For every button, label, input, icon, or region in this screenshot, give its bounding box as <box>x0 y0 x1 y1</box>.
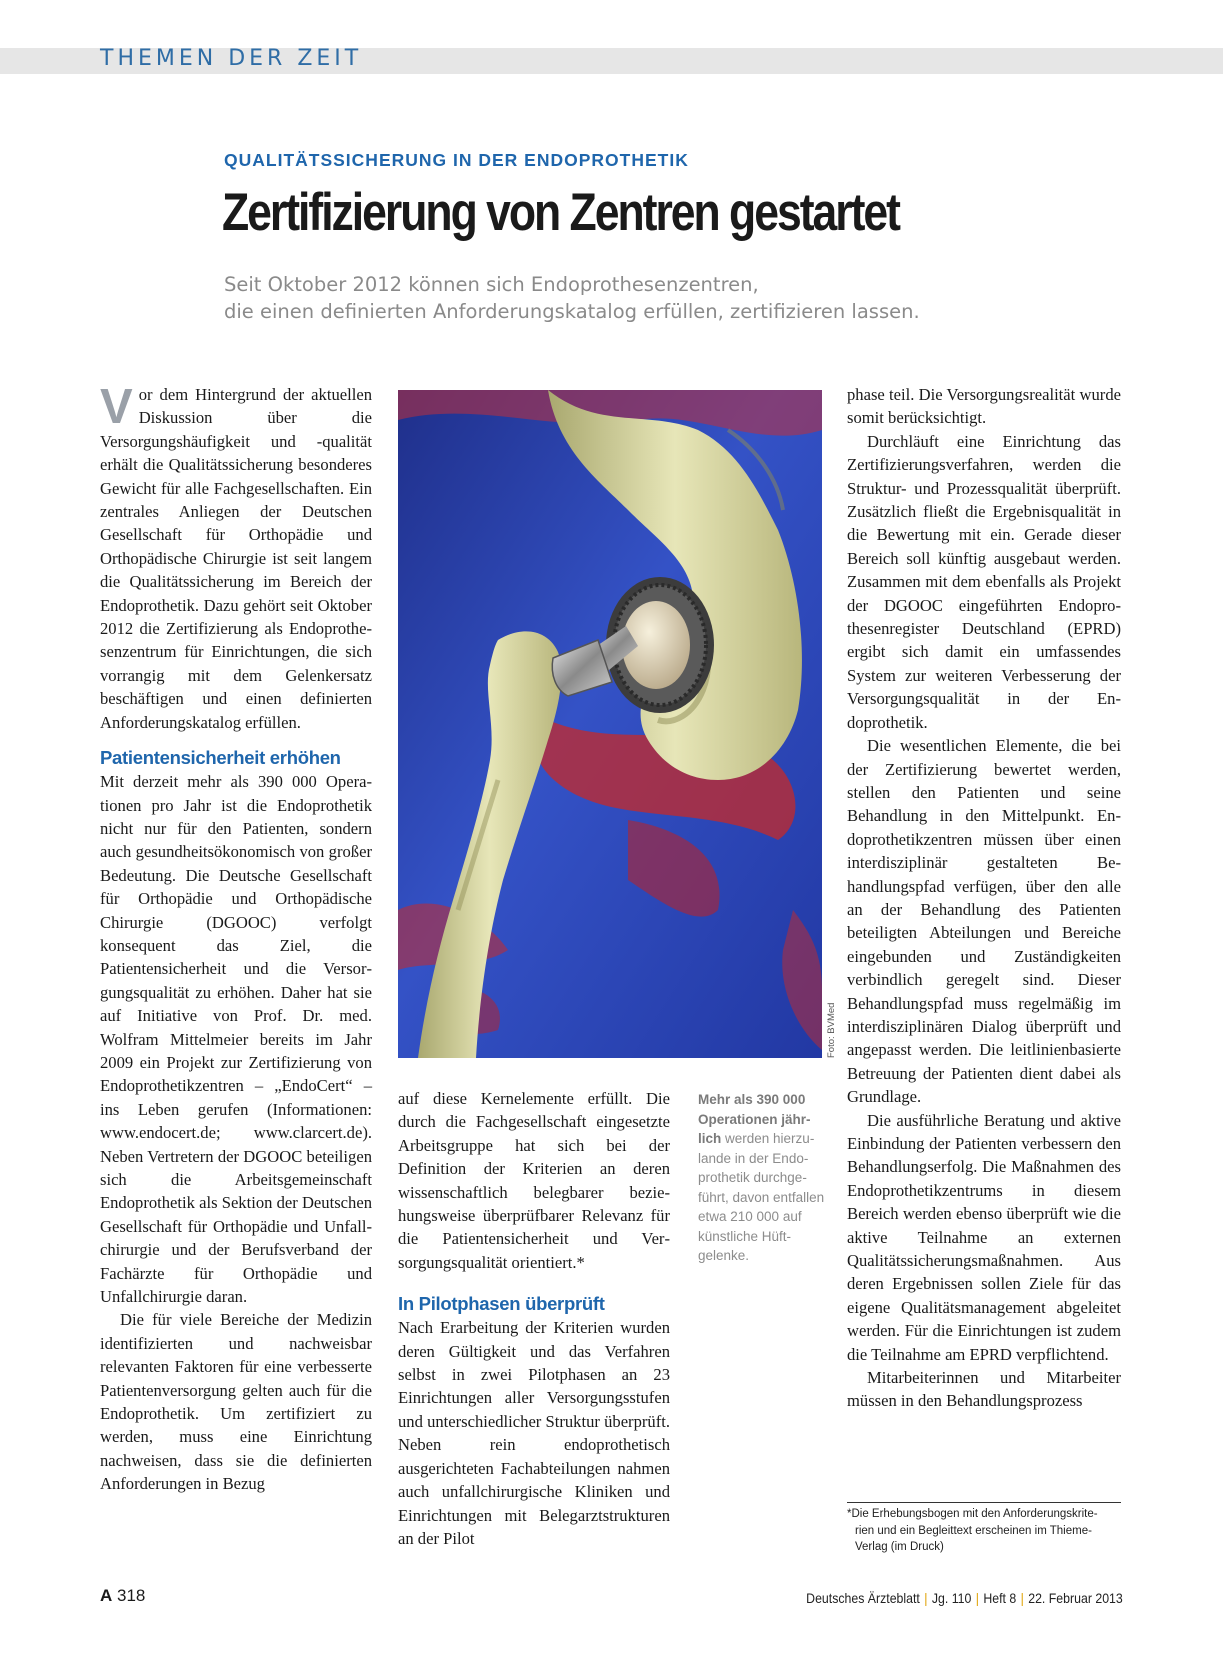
journal-name: Deutsches Ärzteblatt <box>806 1590 921 1606</box>
footnote-line: *Die Erhebungsbogen mit den Anforderungskrite- <box>847 1508 1098 1520</box>
page-number <box>100 1586 145 1606</box>
paragraph: Die wesentlichen Elemente, die bei der Zertifizierung bewertet werden, stellen den Patienten und seine Behandlung in den Mittelpunkt. Endoprothetikzentren müssen über einen interdisziplinär gestalteten Behandlungspfad verfügen, über den alle an der Behandlung des Patienten beteiligten Abteilungen und Bereiche eingebunden und Zuständigkeiten verbindlich geregelt sind. Dieser Behandlungspfad muss regelmäßig im interdisziplinären Dialog überprüft und angepasst werden. Die leitlinienbasierte Betreuung der Patienten dient dabei als Grundlage. <box>847 736 1121 1107</box>
paragraph: Nach Erarbeitung der Kriterien wurden deren Gültigkeit und das Verfahren selbst in zwei Pilotphasen an 23 Einrichtungen aller Versorgungsstufen und unterschiedlicher Struktur überprüft. Neben rein endoprothetisch ausgerichteten Fachabteilungen nahmen auch unfallchirurgische Kliniken und Einrichtungen mit Belegarztstrukturen an der Pilot <box>398 1318 670 1548</box>
subheading-pilotphasen: In Pilotphasen überprüft <box>398 1293 605 1315</box>
paragraph: phase teil. Die Versorgungsrealität wurde somit berücksichtigt. <box>847 385 1121 428</box>
paragraph: Durchläuft eine Einrichtung das Zertifizierungsverfahren, werden die Struktur- und Prozessqualität überprüft. Zusätzlich fließt die Ergebnisqualität in die Bewertung mit ein. Gerade dieser Bereich soll künftig ausgebaut werden. Zusammen mit dem ebenfalls als Projekt der DGOOC eingeführten Endoprothesenregister Deutschland (EPRD) ergibt sich damit ein umfassendes System zur weiteren Verbesserung der Versorgungsqualität in der Endoprothetik. <box>847 431 1121 732</box>
hip-prosthesis-illustration <box>398 390 822 1058</box>
paragraph: Mit derzeit mehr als 390 000 Operationen pro Jahr ist die Endoprothetik nicht nur für den Patienten, sondern auch gesundheitsökonomisch von großer Bedeutung. Die Deutsche Gesellschaft für Orthopädie und Orthopädische Chirurgie (DGOOC) verfolgt konsequent das Ziel, die Patientensicherheit und die Versorgungsqualität zu erhöhen. Daher hat sie auf Initiative von Prof. Dr. med. Wolfram Mittelmeier bereits im Jahr 2009 ein Projekt zur Zertifizierung von Endoprothetikzentren – „EndoCert“ – ins Leben gerufen (Informationen: www.endocert.de; www.clarcert.de). Neben Vertretern der DGOOC beteiligen sich die Arbeitsgemeinschaft Endoprothetik als Sektion der Deutschen Gesellschaft für Orthopädie und Unfallchirurgie und der Berufsverband der Fachärzte für Orthopädie und Unfallchirurgie daran. <box>100 772 372 1307</box>
hip-prosthesis-photo <box>398 390 822 1058</box>
section-label: THEMEN DER ZEIT <box>100 46 363 71</box>
paragraph <box>100 380 372 734</box>
intro-line-2: die einen definierten Anforderungskatalog erfüllen, zertifizieren lassen. <box>224 300 920 323</box>
caption-text: werden hierzulande in der Endoprothetik durchgeführt, davon entfallen etwa 210 000 auf künstliche Hüftgelenke. <box>698 1131 825 1263</box>
text-column-3 <box>847 383 1121 1413</box>
journal-issue: Heft 8 <box>983 1590 1017 1606</box>
separator: | <box>1020 1590 1025 1606</box>
drop-cap: V <box>100 380 133 434</box>
paragraph: Mitarbeiterinnen und Mitarbeiter müssen in den Behandlungsprozess <box>847 1368 1121 1411</box>
footnote <box>847 1506 1121 1556</box>
journal-masthead <box>806 1590 1123 1606</box>
footnote-line: rien und ein Begleittext erscheinen im Thieme- <box>855 1524 1092 1537</box>
paragraph-text: or dem Hintergrund der aktuellen Diskussion über die Versorgungshäufigkeit und -qualität erhält die Qualitätssicherung besonderes Gewicht für alle Fachgesellschaften. Ein zentrales Anliegen der Deutschen Gesellschaft für Orthopädie und Orthopädische Chirurgie ist seit langem die Qualitätssicherung im Bereich der Endoprothetik. Dazu gehört seit Oktober 2012 die Zertifizierung als Endoprothesenzentrum für Einrichtungen, die sich vorrangig mit dem Gelenkersatz beschäftigen und einen definierten Anforderungskatalog erfüllen. <box>100 385 372 732</box>
footnote-line: Verlag (im Druck) <box>855 1541 944 1553</box>
text-column-1 <box>100 380 372 1496</box>
separator: | <box>924 1590 928 1606</box>
subheading-patientensicherheit: Patientensicherheit erhöhen <box>100 747 341 769</box>
separator: | <box>975 1590 980 1606</box>
text-column-2 <box>398 1087 670 1550</box>
paragraph: Die für viele Bereiche der Medizin identifizierten und nachweisbar relevanten Faktoren für eine verbesserte Patientenversorgung gelten auch für die Endoprothetik. Um zertifiziert zu werden, muss eine Einrichtung nachweisen, dass sie die definierten Anforderungen in Bezug <box>100 1310 372 1494</box>
footnote-divider <box>847 1502 1121 1503</box>
journal-date: 22. Februar 2013 <box>1028 1590 1123 1606</box>
article-kicker: QUALITÄTSSICHERUNG IN DER ENDOPROTHETIK <box>224 150 689 170</box>
intro-line-1: Seit Oktober 2012 können sich Endoprothesenzentren, <box>224 273 759 296</box>
paragraph: auf diese Kernelemente erfüllt. Die durch die Fachgesellschaft eingesetzte Arbeitsgruppe hat sich bei der Definition der Kriterien an deren wissenschaftlich belegbarer beziehungsweise überprüfbarer Relevanz für die Patientensicherheit und Versorgungsqualität orientiert.* <box>398 1089 670 1272</box>
article-headline: Zertifizierung von Zentren gestartet <box>222 183 899 242</box>
article-intro <box>224 271 984 325</box>
page-prefix: A <box>100 1586 113 1605</box>
page-number-value: 318 <box>117 1586 146 1605</box>
figure-caption <box>698 1090 826 1266</box>
paragraph: Die ausführliche Beratung und aktive Einbindung der Patienten verbessern den Behandlungserfolg. Die Maßnahmen des Endoprothetikzentrums in diesem Bereich werden ebenso überprüft wie die aktive Teilnahme an externen Qualitätssicherungsmaßnahmen. Aus deren Ergebnissen sollen Ziele für das eigene Qualitätsmanagement abgeleitet werden. Für die Einrichtungen ist zudem die Teilnahme am EPRD verpflichtend. <box>847 1110 1121 1364</box>
journal-volume: Jg. 110 <box>932 1590 972 1606</box>
photo-credit: Foto: BVMed <box>826 1002 837 1058</box>
caption-lead: Mehr als 390 000 Operationen jährlich <box>698 1092 811 1146</box>
